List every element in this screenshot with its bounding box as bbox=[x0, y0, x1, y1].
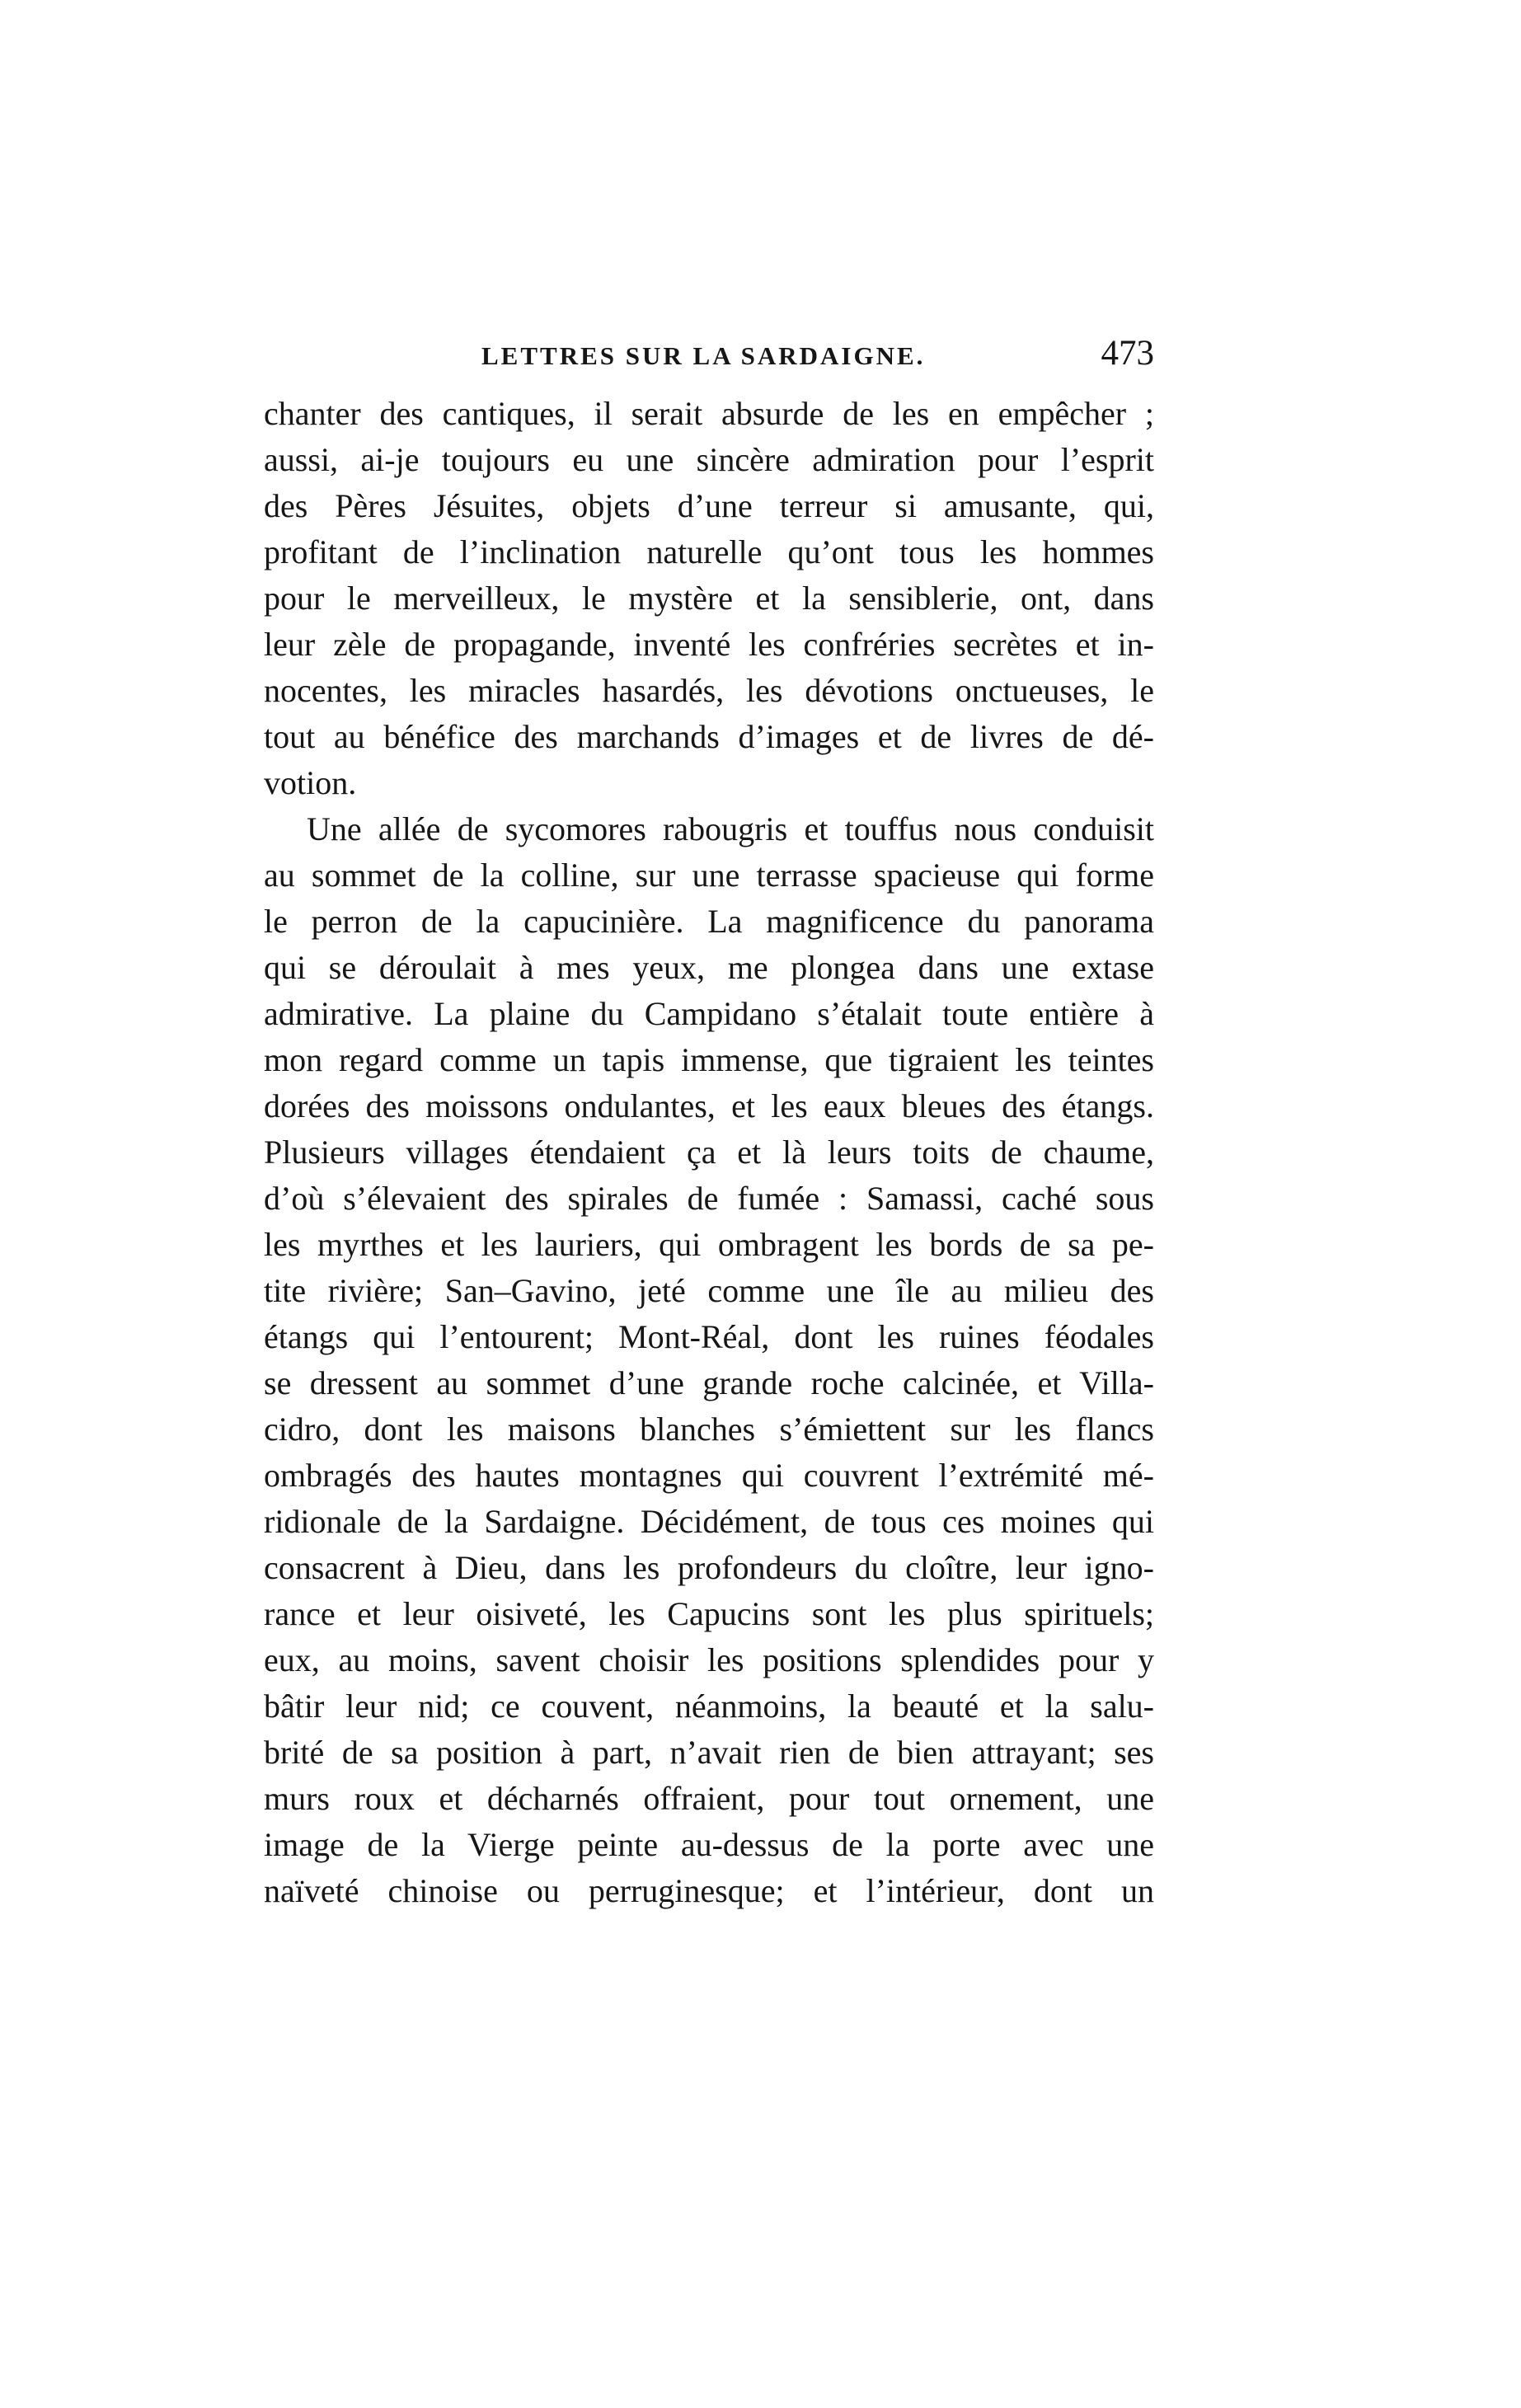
text-line: profitant de l’inclination naturelle qu’ont tous les hommes bbox=[264, 533, 1154, 570]
text-line: le perron de la capucinière. La magnificence du panorama bbox=[264, 903, 1154, 940]
text-line: aussi, ai-je toujours eu une sincère admiration pour l’esprit bbox=[264, 441, 1154, 478]
text-line: rance et leur oisiveté, les Capucins sont les plus spirituels; bbox=[264, 1595, 1154, 1632]
running-head bbox=[264, 333, 1154, 383]
text-line: leur zèle de propagande, inventé les confréries secrètes et in- bbox=[264, 626, 1154, 663]
text-line: étangs qui l’entourent; Mont-Réal, dont les ruines féodales bbox=[264, 1318, 1154, 1355]
text-line: image de la Vierge peinte au-dessus de la porte avec une bbox=[264, 1826, 1154, 1863]
text-line: mon regard comme un tapis immense, que tigraient les teintes bbox=[264, 1041, 1154, 1078]
text-line: ridionale de la Sardaigne. Décidément, de tous ces moines qui bbox=[264, 1503, 1154, 1540]
text-line: ombragés des hautes montagnes qui couvrent l’extrémité mé- bbox=[264, 1457, 1154, 1494]
text-line: naïveté chinoise ou perruginesque; et l’intérieur, dont un bbox=[264, 1872, 1154, 1909]
text-line: tite rivière; San–Gavino, jeté comme une île au milieu des bbox=[264, 1272, 1154, 1309]
text-line: consacrent à Dieu, dans les profondeurs du cloître, leur igno- bbox=[264, 1549, 1154, 1586]
text-line: se dressent au sommet d’une grande roche calcinée, et Villa- bbox=[264, 1364, 1154, 1401]
paragraph-2 bbox=[264, 806, 1154, 1914]
text-line: chanter des cantiques, il serait absurde de les en empêcher ; bbox=[264, 395, 1154, 432]
text-line: les myrthes et les lauriers, qui ombragent les bords de sa pe- bbox=[264, 1226, 1154, 1263]
text-line: pour le merveilleux, le mystère et la sensiblerie, ont, dans bbox=[264, 580, 1154, 617]
text-line: au sommet de la colline, sur une terrasse spacieuse qui forme bbox=[264, 857, 1154, 894]
running-title: LETTRES SUR LA SARDAIGNE. bbox=[481, 341, 926, 370]
text-line: Une allée de sycomores rabougris et touffus nous conduisit bbox=[307, 810, 1154, 847]
text-line: brité de sa position à part, n’avait rien de bien attrayant; ses bbox=[264, 1734, 1154, 1771]
paragraph-1 bbox=[264, 391, 1154, 806]
text-line: nocentes, les miracles hasardés, les dévotions onctueuses, le bbox=[264, 672, 1154, 709]
text-line: d’où s’élevaient des spirales de fumée : Samassi, caché sous bbox=[264, 1180, 1154, 1217]
text-line: eux, au moins, savent choisir les positions splendides pour y bbox=[264, 1641, 1154, 1678]
text-line: des Pères Jésuites, objets d’une terreur si amusante, qui, bbox=[264, 487, 1154, 524]
text-line: tout au bénéfice des marchands d’images et de livres de dé- bbox=[264, 718, 1154, 755]
text-line: votion. bbox=[264, 764, 357, 801]
text-line: cidro, dont les maisons blanches s’émiettent sur les flancs bbox=[264, 1411, 1154, 1448]
page-number: 473 bbox=[1101, 334, 1154, 373]
text-line: qui se déroulait à mes yeux, me plongea dans une extase bbox=[264, 949, 1154, 986]
text-line: dorées des moissons ondulantes, et les eaux bleues des étangs. bbox=[264, 1087, 1154, 1124]
body-text bbox=[264, 391, 1154, 1914]
text-line: admirative. La plaine du Campidano s’étalait toute entière à bbox=[264, 995, 1154, 1032]
text-line: Plusieurs villages étendaient ça et là leurs toits de chaume, bbox=[264, 1134, 1154, 1171]
text-line: bâtir leur nid; ce couvent, néanmoins, la beauté et la salu- bbox=[264, 1687, 1154, 1725]
text-line: murs roux et décharnés offraient, pour tout ornement, une bbox=[264, 1780, 1154, 1817]
